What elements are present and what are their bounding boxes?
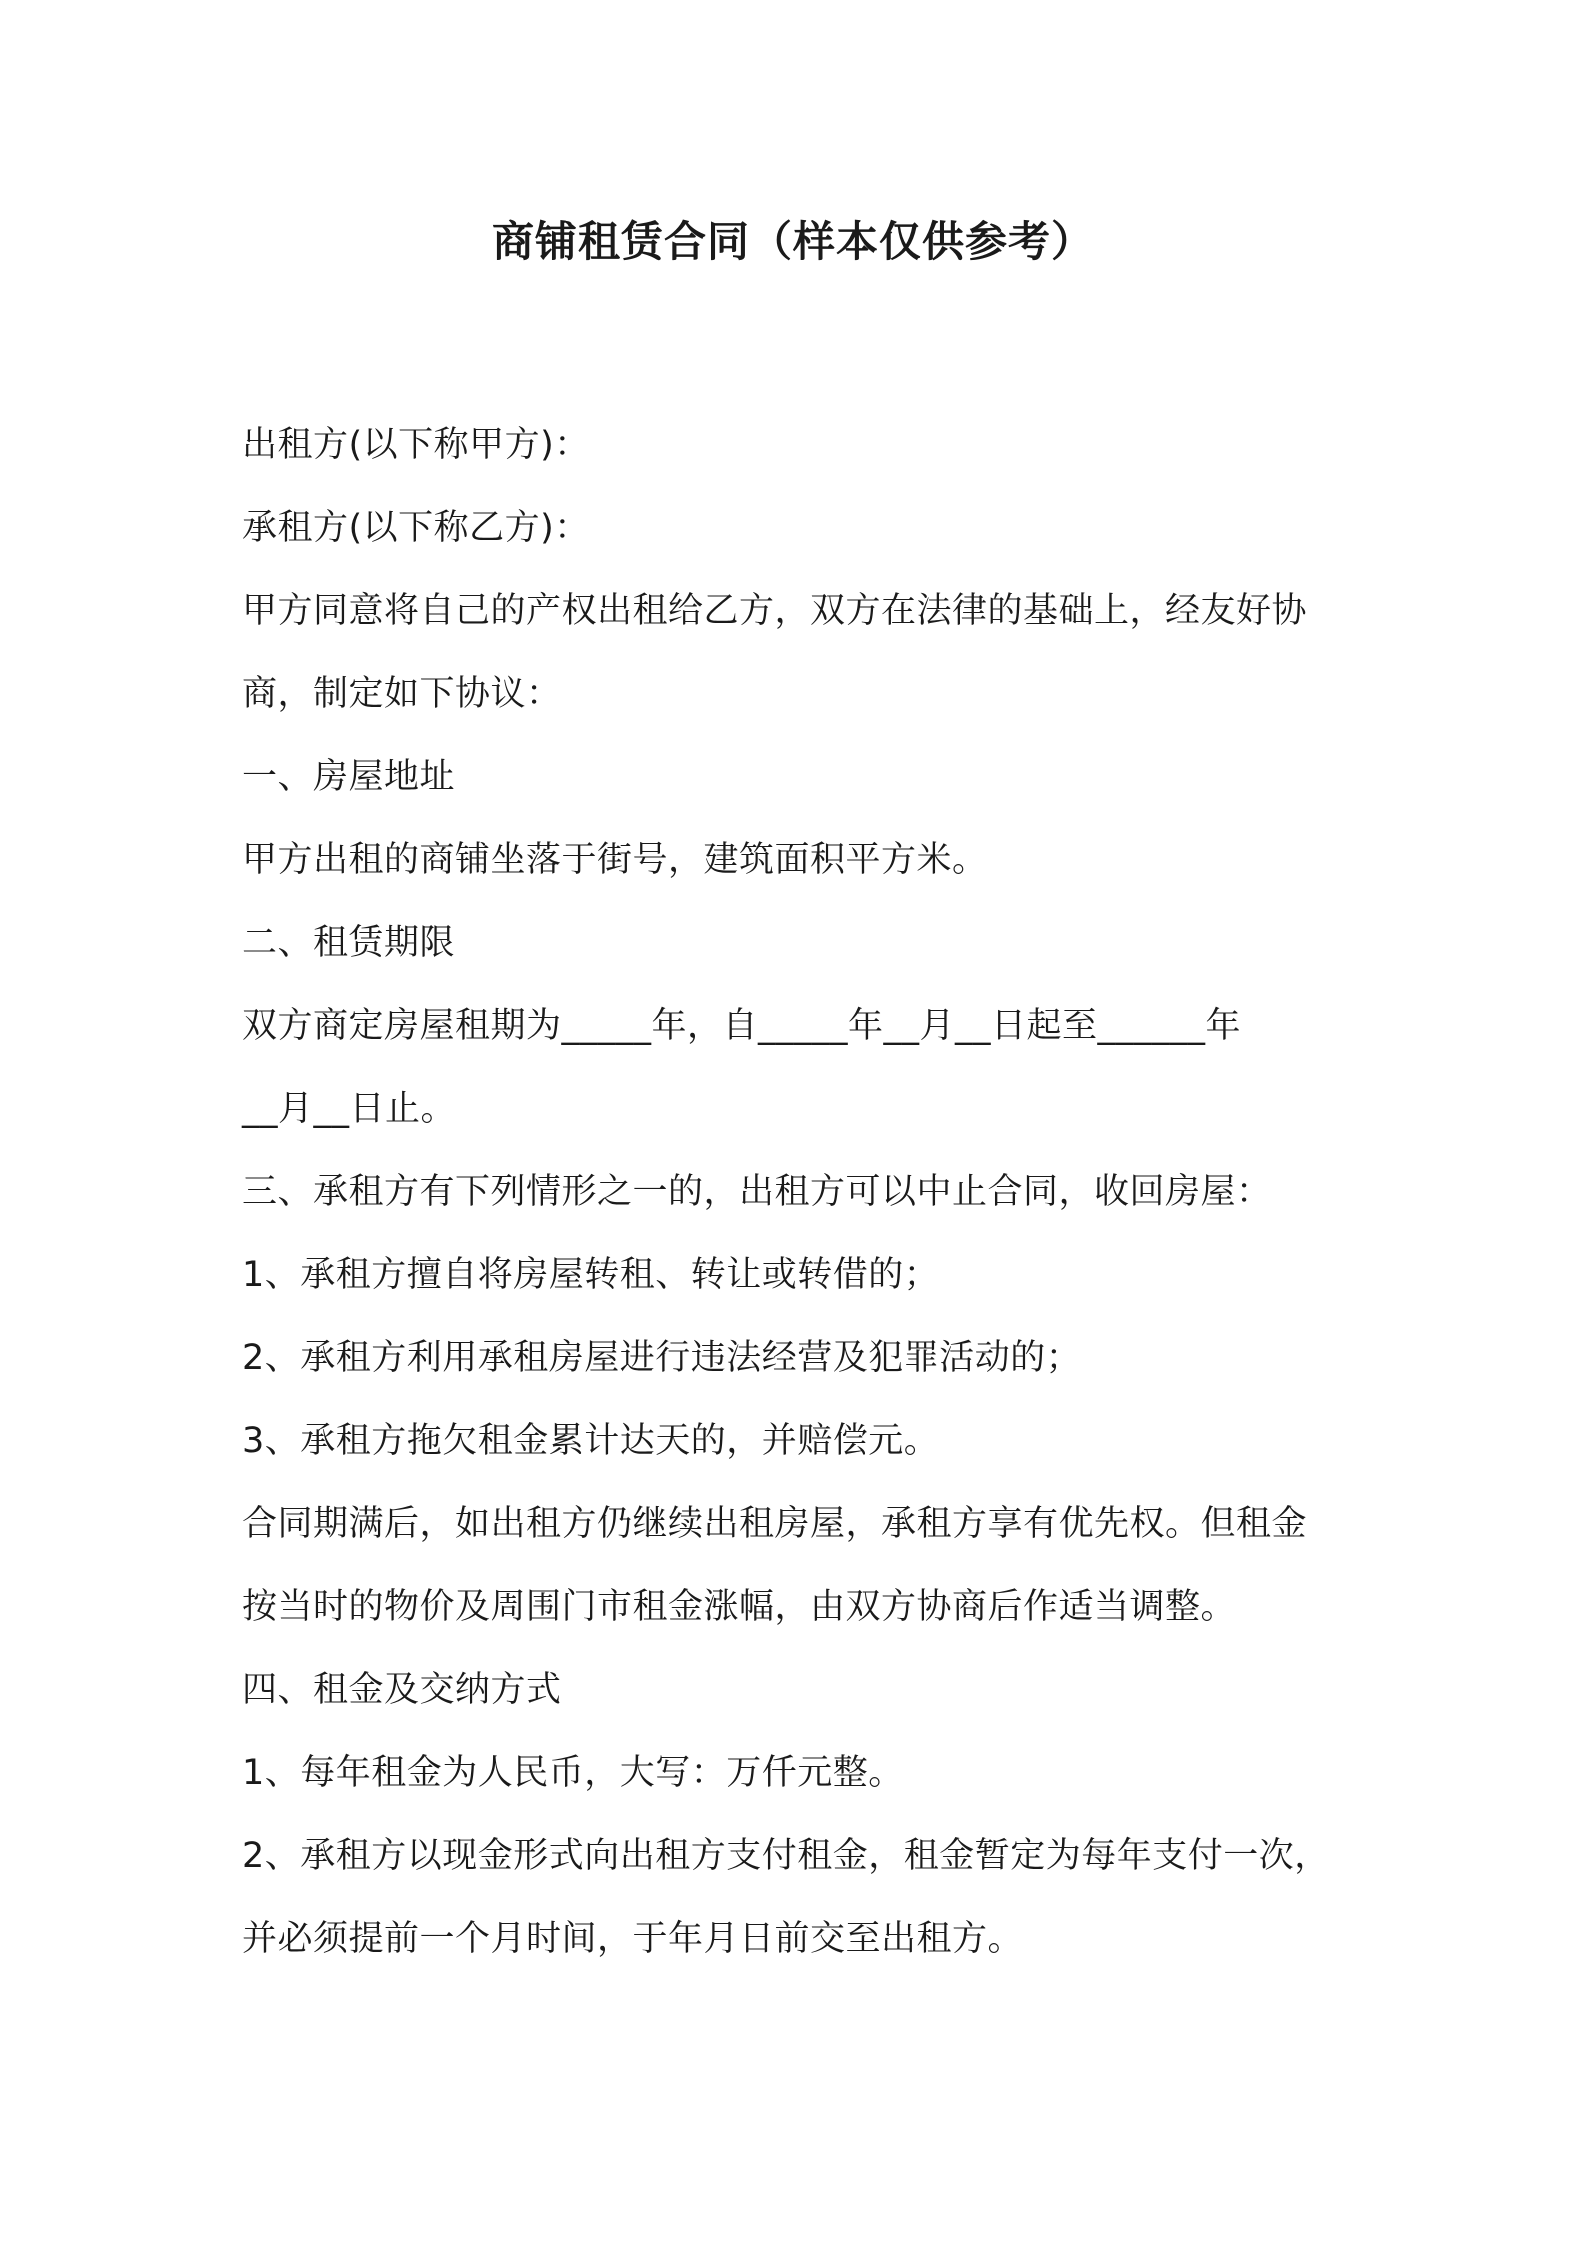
rent-item-2-line-1: 2、承租方以现金形式向出租方支付租金，租金暂定为每年支付一次， [242,1836,1330,1876]
address-clause: 甲方出租的商铺坐落于街号，建筑面积平方米。 [242,840,988,880]
term-clause-line-1: 双方商定房屋租期为_____年，自_____年__月__日起至______年 [242,1006,1242,1046]
preamble-line-1: 甲方同意将自己的产权出租给乙方，双方在法律的基础上，经友好协 [242,591,1308,631]
document-body [242,404,1362,1981]
termination-item-2: 2、承租方利用承租房屋进行违法经营及犯罪活动的； [242,1338,1082,1378]
section-heading-rent: 四、租金及交纳方式 [242,1670,562,1710]
rent-item-1: 1、每年租金为人民币，大写：万仟元整。 [242,1753,904,1793]
term-clause-line-2: __月__日止。 [242,1089,457,1129]
termination-item-3: 3、承租方拖欠租金累计达天的，并赔偿元。 [242,1421,940,1461]
section-heading-address: 一、房屋地址 [242,757,456,797]
section-heading-termination: 三、承租方有下列情形之一的，出租方可以中止合同，收回房屋： [242,1172,1272,1212]
renewal-clause-line-1: 合同期满后，如出租方仍继续出租房屋，承租方享有优先权。但租金 [242,1504,1308,1544]
document-title: 商铺租赁合同（样本仅供参考） [491,217,1094,266]
termination-item-1: 1、承租方擅自将房屋转租、转让或转借的； [242,1255,940,1295]
preamble-line-2: 商，制定如下协议： [242,674,562,714]
section-heading-term: 二、租赁期限 [242,923,456,963]
lessor-line: 出租方(以下称甲方)： [242,425,590,465]
renewal-clause-line-2: 按当时的物价及周围门市租金涨幅，由双方协商后作适当调整。 [242,1587,1237,1627]
lessee-line: 承租方(以下称乙方)： [242,508,590,548]
rent-item-2-line-2: 并必须提前一个月时间，于年月日前交至出租方。 [242,1919,1024,1959]
